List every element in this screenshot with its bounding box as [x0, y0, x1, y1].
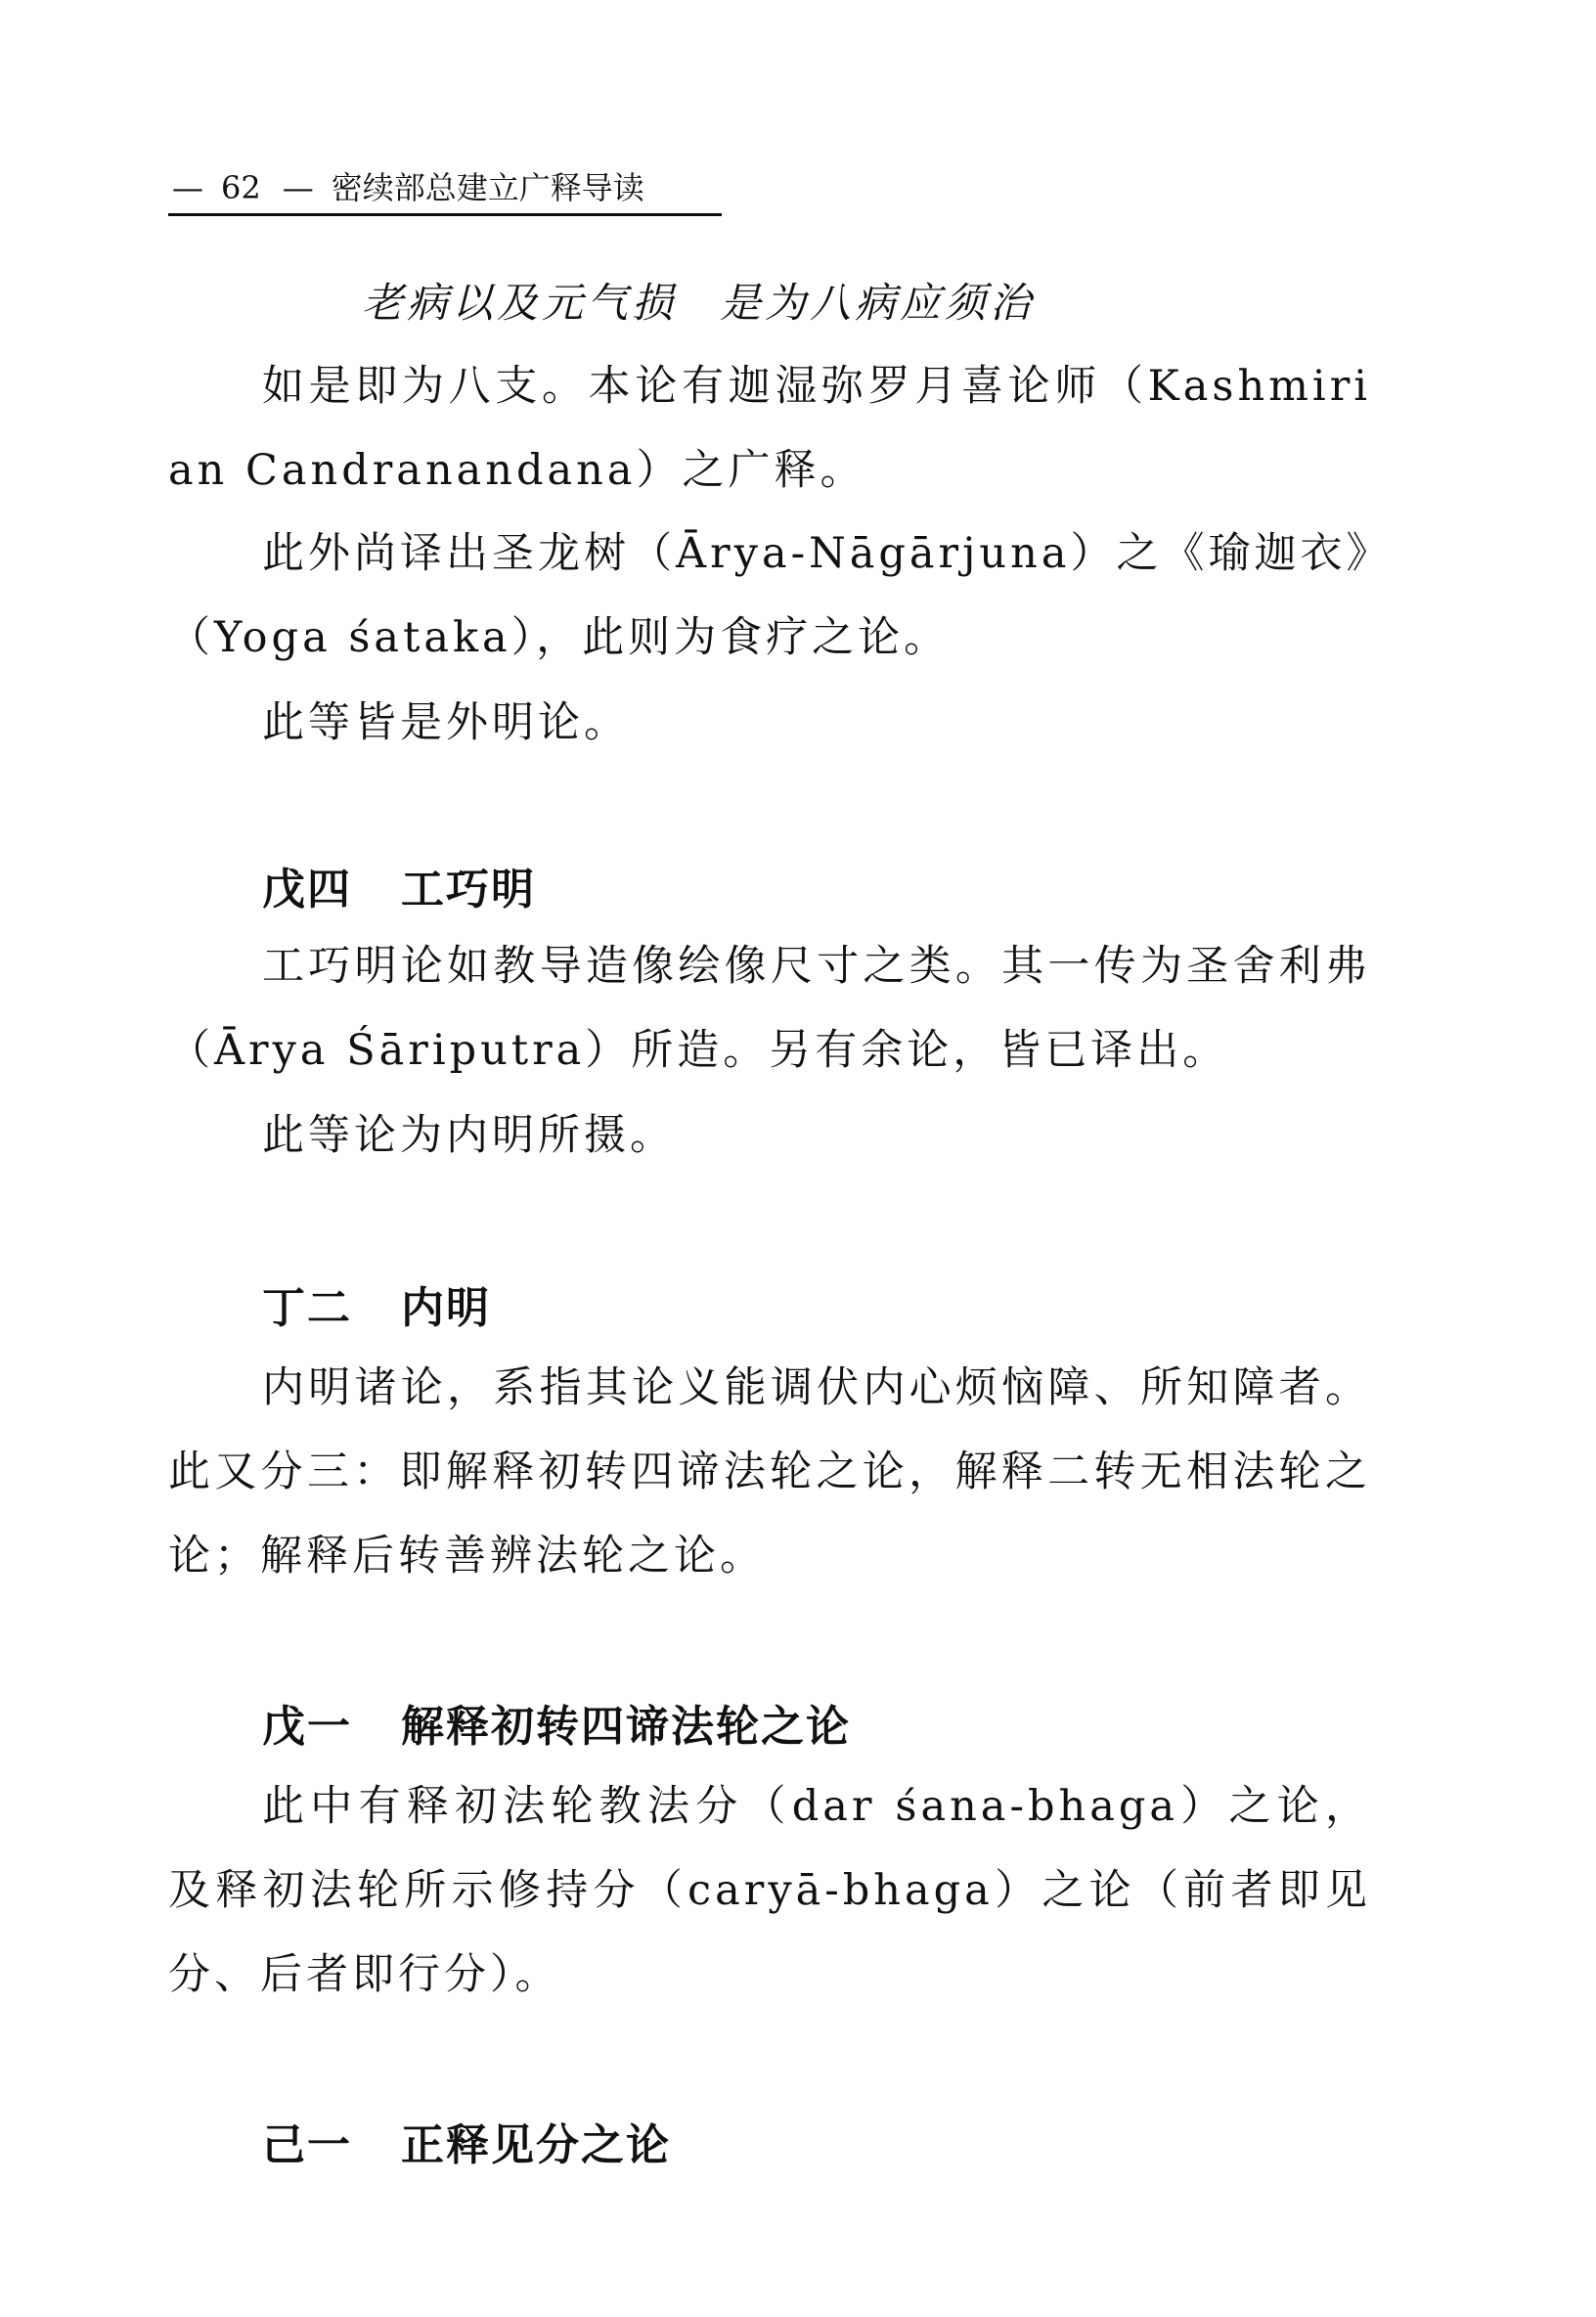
- section-number: 戊一: [262, 1702, 352, 1752]
- header-dash-right: —: [282, 169, 314, 206]
- verse-part-1: 老病以及元气损: [362, 279, 678, 327]
- paragraph-inner-science-scope: 此等论为内明所摄。: [262, 1111, 676, 1160]
- paragraph-eight-branches: 如是即为八支。本论有迦湿弥罗月喜论师（Kashmirian Candranandana）之广释。: [168, 362, 1371, 495]
- section-number: 丁二: [262, 1283, 352, 1333]
- paragraph-outer-sciences: 此等皆是外明论。: [262, 698, 630, 747]
- section-number: 己一: [262, 2120, 352, 2170]
- book-title: 密续部总建立广释导读: [331, 169, 644, 206]
- section-title: 内明: [401, 1283, 491, 1333]
- section-heading: [262, 1279, 491, 1338]
- verse-line: [362, 274, 1035, 333]
- page-number: 62: [221, 169, 261, 206]
- paragraph-crafts: 工巧明论如教导造像绘像尺寸之类。其一传为圣舍利弗（Ārya Śāriputra）所造。另有余论，皆已译出。: [168, 942, 1371, 1075]
- paragraph-inner-science: 内明诸论，系指其论义能调伏内心烦恼障、所知障者。此又分三：即解释初转四谛法轮之论，解释二转无相法轮之论；解释后转善辨法轮之论。: [168, 1363, 1371, 1581]
- paragraph-yoga-sataka: 此外尚译出圣龙树（Ārya-Nāgārjuna）之《瑜迦衣》（Yoga śataka），此则为食疗之论。: [168, 529, 1371, 662]
- paragraph-first-turning: 此中有释初法轮教法分（dar śana-bhaga）之论，及释初法轮所示修持分（caryā-bhaga）之论（前者即见分、后者即行分）。: [168, 1782, 1371, 1999]
- header-dash-left: —: [172, 169, 203, 206]
- section-title: 工巧明: [401, 865, 536, 914]
- section-heading: [262, 2116, 671, 2175]
- section-number: 戊四: [262, 865, 352, 914]
- section-title: 正释见分之论: [401, 2120, 671, 2170]
- section-heading: [262, 861, 536, 919]
- running-header: [168, 168, 722, 216]
- section-heading: [262, 1698, 851, 1757]
- section-title: 解释初转四谛法轮之论: [401, 1702, 851, 1752]
- verse-part-2: 是为八病应须治: [720, 279, 1036, 327]
